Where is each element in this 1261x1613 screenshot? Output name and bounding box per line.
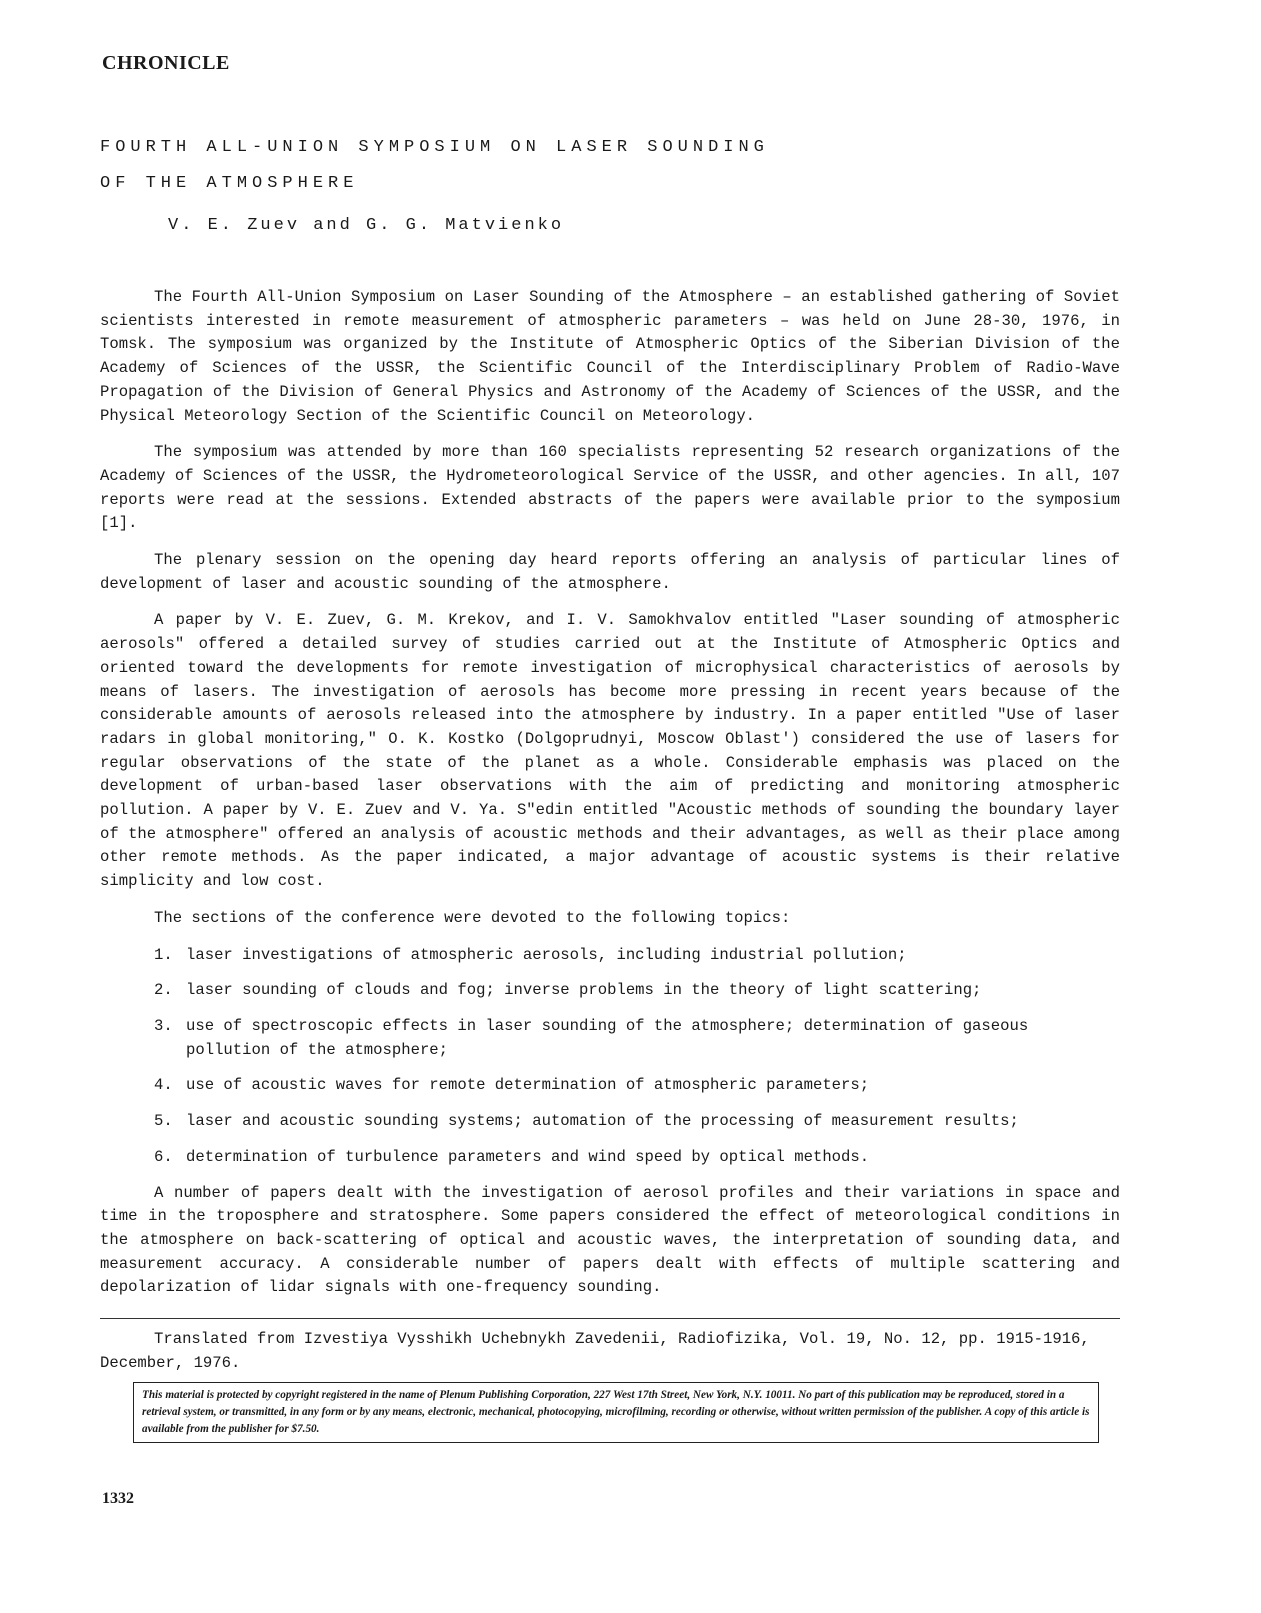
article-body <box>100 286 1120 1313</box>
page-number: 1332 <box>102 1490 134 1507</box>
paragraph-intro: The Fourth All-Union Symposium on Laser Sounding of the Atmosphere – an established gathering of Soviet scientists interested in remote measurement of atmospheric parameters – was held on June 28-30, 1976, in Tomsk. The symposium was organized by the Institute of Atmospheric Optics of the Siberian Division of the Academy of Sciences of the USSR, the Scientific Council of the Interdisciplinary Problem of Radio-Wave Propagation of the Division of General Physics and Astronomy of the Academy of Sciences of the USSR, and the Physical Meteorology Section of the Scientific Council on Meteorology. <box>100 288 1120 425</box>
article-title-line-2: OF THE ATMOSPHERE <box>100 174 359 193</box>
paragraph-plenary: The plenary session on the opening day heard reports offering an analysis of particular lines of development of laser and acoustic sounding of the atmosphere. <box>100 551 1120 593</box>
section-label: CHRONICLE <box>102 52 230 74</box>
article-authors: V. E. Zuev and G. G. Matvienko <box>168 216 565 235</box>
list-item <box>100 1110 1120 1134</box>
list-item-number: 6. <box>154 1147 173 1166</box>
paragraph-papers: A paper by V. E. Zuev, G. M. Krekov, and I. V. Samokhvalov entitled "Laser sounding of atmospheric aerosols" offered a detailed survey of studies carried out at the Institute of Atmospheric Optics and oriented toward the developments for remote investigation of microphysical characteristics of aerosols by means of lasers. The investigation of aerosols has become more pressing in recent years because of the considerable amounts of aerosols released into the atmosphere by industry. In a paper entitled "Use of laser radars in global monitoring," O. K. Kostko (Dolgoprudnyi, Moscow Oblast') considered the use of lasers for regular observations of the state of the planet as a whole. Considerable emphasis was placed on the development of urban-based laser observations with the aim of predicting and monitoring atmospheric pollution. A paper by V. E. Zuev and V. Ya. S"edin entitled "Acoustic methods of sounding the boundary layer of the atmosphere" offered an analysis of acoustic methods and their advantages, as well as their place among other remote methods. As the paper indicated, a major advantage of acoustic systems is their relative simplicity and low cost. <box>100 611 1120 891</box>
article-title-line-1: FOURTH ALL-UNION SYMPOSIUM ON LASER SOUNDING <box>100 138 769 157</box>
list-item-text: laser sounding of clouds and fog; inverse problems in the theory of light scattering; <box>186 981 982 1000</box>
paragraph-aerosol-profiles: A number of papers dealt with the investigation of aerosol profiles and their variations in space and time in the troposphere and stratosphere. Some papers considered the effect of meteorological conditions in the atmosphere on back-scattering of optical and acoustic waves, the interpretation of sounding data, and measurement accuracy. A considerable number of papers dealt with effects of multiple scattering and depolarization of lidar signals with one-frequency sounding. <box>100 1183 1120 1297</box>
paragraph-attendance: The symposium was attended by more than 160 specialists representing 52 research organizations of the Academy of Sciences of the USSR, the Hydrometeorological Service of the USSR, and other agencies. In all, 107 reports were read at the sessions. Extended abstracts of the papers were available prior to the symposium [1]. <box>100 443 1120 533</box>
list-item <box>100 944 1120 968</box>
list-item-text: determination of turbulence parameters and wind speed by optical methods. <box>186 1147 870 1166</box>
paragraph-sections-intro: The sections of the conference were devoted to the following topics: <box>154 908 791 927</box>
footnote-divider <box>100 1318 1120 1319</box>
list-item-text: use of spectroscopic effects in laser sounding of the atmosphere; determination of gaseous pollution of the atmosphere; <box>186 1016 1029 1059</box>
article-title <box>100 130 769 202</box>
list-item-number: 5. <box>154 1112 173 1131</box>
list-item <box>100 979 1120 1003</box>
topics-list <box>100 944 1120 1170</box>
list-item <box>100 1074 1120 1098</box>
translation-note: Translated from Izvestiya Vysshikh Uchebnykh Zavedenii, Radiofizika, Vol. 19, No. 12, pp. 1915-1916, December, 1976. <box>100 1330 1090 1372</box>
list-item-number: 2. <box>154 981 173 1000</box>
list-item-text: laser and acoustic sounding systems; automation of the processing of measurement results; <box>186 1112 1019 1131</box>
list-item <box>100 1015 1120 1062</box>
list-item-number: 1. <box>154 945 173 964</box>
list-item <box>100 1146 1120 1170</box>
list-item-number: 4. <box>154 1076 173 1095</box>
list-item-number: 3. <box>154 1016 173 1035</box>
copyright-notice: This material is protected by copyright registered in the name of Plenum Publishing Corporation, 227 West 17th Street, New York, N.Y. 10011. No part of this publication may be reproduced, stored in a retrieval system, or transmitted, in any form or by any means, electronic, mechanical, photocopying, microfilming, recording or otherwise, without written permission of the publisher. A copy of this article is available from the publisher for $7.50. <box>133 1382 1099 1443</box>
list-item-text: laser investigations of atmospheric aerosols, including industrial pollution; <box>186 945 907 964</box>
list-item-text: use of acoustic waves for remote determination of atmospheric parameters; <box>186 1076 870 1095</box>
